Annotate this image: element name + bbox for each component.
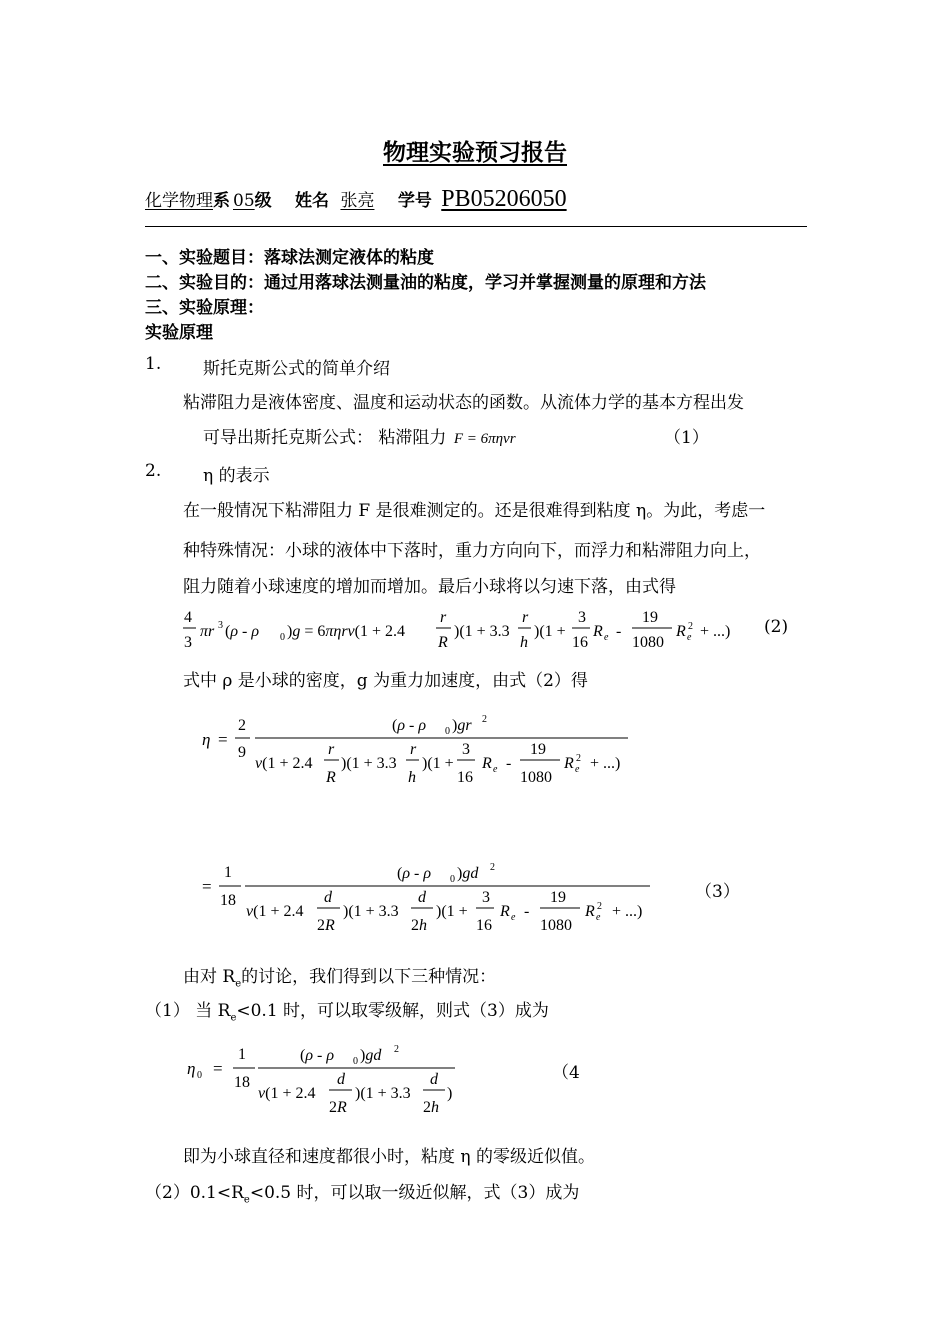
svg-text:)(1 +: )(1 +	[534, 623, 566, 640]
svg-text:3: 3	[578, 609, 586, 626]
re-discussion-a: 由对 R	[183, 967, 236, 987]
student-name: 张亮	[340, 191, 375, 211]
header-rule	[145, 226, 807, 227]
section-topic: 一、实验题目：落球法测定液体的粘度	[145, 248, 434, 268]
svg-text:1080: 1080	[520, 769, 552, 786]
case-2-a: （2）0.1<R	[145, 1183, 244, 1203]
grade-suffix: 级	[254, 191, 272, 211]
student-info	[145, 186, 567, 213]
svg-text:9: 9	[238, 744, 246, 761]
svg-text:e: e	[604, 632, 609, 643]
svg-text:)(1 + 3.3: )(1 + 3.3	[341, 755, 397, 772]
svg-text:η: η	[187, 1059, 196, 1078]
svg-text:R: R	[438, 634, 448, 651]
eq3-number: （3）	[695, 882, 740, 902]
svg-text:)(1 + 3.3: )(1 + 3.3	[454, 623, 510, 640]
svg-text:)gr: )gr	[452, 717, 472, 734]
svg-text:)gd: )gd	[360, 1047, 382, 1064]
item2-para1: 在一般情况下粘滞阻力 F 是很难测定的。还是很难得到粘度 η。为此，考虑一	[183, 501, 766, 521]
svg-text:-: -	[506, 755, 512, 772]
section-principle: 三、实验原理：	[145, 298, 264, 318]
svg-text:3: 3	[462, 741, 470, 758]
svg-text:-: -	[524, 903, 530, 920]
svg-text:18: 18	[234, 1074, 250, 1091]
svg-text:R: R	[593, 623, 603, 640]
svg-text:+ ...): + ...)	[700, 623, 731, 640]
svg-text:0: 0	[353, 1056, 358, 1067]
svg-text:19: 19	[530, 741, 546, 758]
svg-text:2: 2	[597, 901, 602, 912]
svg-text:2: 2	[238, 717, 246, 734]
svg-text:h: h	[408, 769, 416, 786]
svg-text:+ ...): + ...)	[590, 755, 621, 772]
svg-text:e: e	[511, 912, 516, 923]
svg-text:3: 3	[218, 620, 223, 631]
svg-text:R: R	[326, 769, 336, 786]
svg-text:r: r	[328, 741, 335, 758]
svg-text:2: 2	[688, 621, 693, 632]
item2-para2: 种特殊情况：小球的液体中下落时，重力方向向下，而浮力和粘滞阻力向上，	[183, 541, 761, 561]
id-label: 学号	[397, 191, 432, 211]
svg-text:2h: 2h	[423, 1099, 439, 1116]
item2-para3: 阻力随着小球速度的增加而增加。最后小球将以匀速下落，由式得	[183, 577, 676, 597]
svg-text:3: 3	[184, 634, 192, 651]
svg-text:v(1 + 2.4: v(1 + 2.4	[255, 755, 313, 772]
svg-text:0: 0	[450, 874, 455, 885]
item1-line1: 粘滞阻力是液体密度、温度和运动状态的函数。从流体力学的基本方程出发	[183, 393, 744, 413]
zero-order-note: 即为小球直径和速度都很小时，粘度 η 的零级近似值。	[183, 1147, 595, 1167]
item2-para4: 式中 ρ 是小球的密度，g 为重力加速度，由式（2）得	[183, 671, 588, 691]
re-discussion-c: 的讨论，我们得到以下三种情况：	[241, 967, 497, 987]
svg-text:)(1 +: )(1 +	[422, 755, 454, 772]
svg-text:(ρ - ρ: (ρ - ρ	[397, 865, 432, 882]
svg-text:2: 2	[482, 714, 487, 725]
svg-text:R: R	[585, 903, 595, 920]
svg-text:=: =	[213, 1059, 223, 1078]
svg-text:v(1 + 2.4: v(1 + 2.4	[246, 903, 304, 920]
case-1-c: <0.1 时，可以取零级解，则式（3）成为	[236, 1001, 549, 1021]
svg-text:d: d	[324, 889, 332, 906]
eq2-number: (2)	[764, 617, 789, 637]
svg-text:1080: 1080	[632, 634, 664, 651]
svg-text:1: 1	[224, 864, 232, 881]
name-label: 姓名	[295, 191, 330, 211]
item2-heading: η 的表示	[203, 466, 270, 486]
svg-text:)(1 + 3.3: )(1 + 3.3	[355, 1085, 411, 1102]
equation-2	[180, 603, 780, 653]
svg-text:R: R	[500, 903, 510, 920]
item1-line2-text: 可导出斯托克斯公式： 粘滞阻力	[203, 428, 447, 448]
svg-text:=: =	[202, 877, 212, 896]
svg-text:r: r	[410, 741, 417, 758]
re-discussion	[183, 962, 496, 989]
svg-text:19: 19	[642, 609, 658, 626]
section-principle-sub: 实验原理	[145, 323, 213, 343]
dept-suffix: 系	[213, 191, 230, 211]
eq1-number: （1）	[664, 428, 709, 448]
svg-text:3: 3	[482, 889, 490, 906]
svg-text:d: d	[418, 889, 426, 906]
svg-text:16: 16	[476, 917, 492, 934]
svg-text:)(1 + 3.3: )(1 + 3.3	[343, 903, 399, 920]
item2-number: 2.	[145, 461, 162, 481]
department: 化学物理	[145, 191, 213, 211]
svg-text:e: e	[687, 632, 692, 643]
svg-text:η: η	[202, 730, 211, 749]
svg-text:=: =	[218, 730, 228, 749]
svg-text:0: 0	[280, 632, 285, 643]
svg-text:1080: 1080	[540, 917, 572, 934]
svg-text:+ ...): + ...)	[612, 903, 643, 920]
grade: 05	[233, 191, 255, 211]
svg-text:(ρ - ρ: (ρ - ρ	[300, 1047, 335, 1064]
item1-heading: 斯托克斯公式的简单介绍	[203, 359, 390, 379]
svg-text:18: 18	[220, 892, 236, 909]
section-purpose: 二、实验目的：通过用落球法测量油的粘度，学习并掌握测量的原理和方法	[145, 273, 706, 293]
svg-text:πr: πr	[200, 623, 215, 640]
svg-text:19: 19	[550, 889, 566, 906]
svg-text:1: 1	[238, 1046, 246, 1063]
svg-text:0: 0	[197, 1070, 202, 1081]
equation-3	[200, 858, 660, 938]
item1-line2	[203, 423, 516, 448]
case-1-sub: e	[230, 1012, 237, 1024]
svg-text:2: 2	[576, 753, 581, 764]
svg-text:e: e	[575, 764, 580, 775]
svg-text:16: 16	[572, 634, 588, 651]
svg-text:e: e	[596, 912, 601, 923]
re-discussion-sub: e	[235, 978, 242, 990]
equation-eta	[200, 712, 660, 792]
case-2-sub: e	[243, 1194, 250, 1206]
svg-text:r: r	[522, 609, 529, 626]
case-1-a: （1） 当 R	[145, 1001, 231, 1021]
svg-text:(ρ - ρ: (ρ - ρ	[225, 623, 260, 640]
svg-text:2R: 2R	[329, 1099, 347, 1116]
student-id: PB05206050	[441, 186, 567, 212]
svg-text:v(1 + 2.4: v(1 + 2.4	[258, 1085, 316, 1102]
svg-text:R: R	[564, 755, 574, 772]
case-2	[145, 1178, 579, 1205]
svg-text:(ρ - ρ: (ρ - ρ	[392, 717, 427, 734]
svg-text:2: 2	[490, 862, 495, 873]
item1-number: 1.	[145, 354, 162, 374]
svg-text:): )	[447, 1085, 453, 1102]
svg-text:2R: 2R	[317, 917, 335, 934]
svg-text:R: R	[482, 755, 492, 772]
svg-text:-: -	[616, 623, 622, 640]
svg-text:)(1 +: )(1 +	[436, 903, 468, 920]
page-title: 物理实验预习报告	[383, 139, 567, 166]
svg-text:0: 0	[445, 726, 450, 737]
svg-text:16: 16	[457, 769, 473, 786]
svg-text:R: R	[676, 623, 686, 640]
svg-text:4: 4	[184, 609, 192, 626]
stokes-formula: F = 6πηvr	[453, 431, 516, 447]
svg-text:2: 2	[394, 1044, 399, 1055]
svg-text:)gd: )gd	[457, 865, 479, 882]
svg-text:d: d	[337, 1071, 345, 1088]
svg-text:d: d	[430, 1071, 438, 1088]
svg-text:2h: 2h	[411, 917, 427, 934]
svg-text:)g = 6πηrv(1 + 2.4: )g = 6πηrv(1 + 2.4	[287, 623, 405, 640]
case-2-c: <0.5 时，可以取一级近似解，式（3）成为	[249, 1183, 580, 1203]
svg-text:e: e	[493, 764, 498, 775]
svg-text:r: r	[440, 609, 447, 626]
case-1	[145, 996, 549, 1023]
eq4-number: （4	[552, 1063, 580, 1083]
equation-4	[185, 1040, 475, 1120]
svg-text:h: h	[520, 634, 528, 651]
